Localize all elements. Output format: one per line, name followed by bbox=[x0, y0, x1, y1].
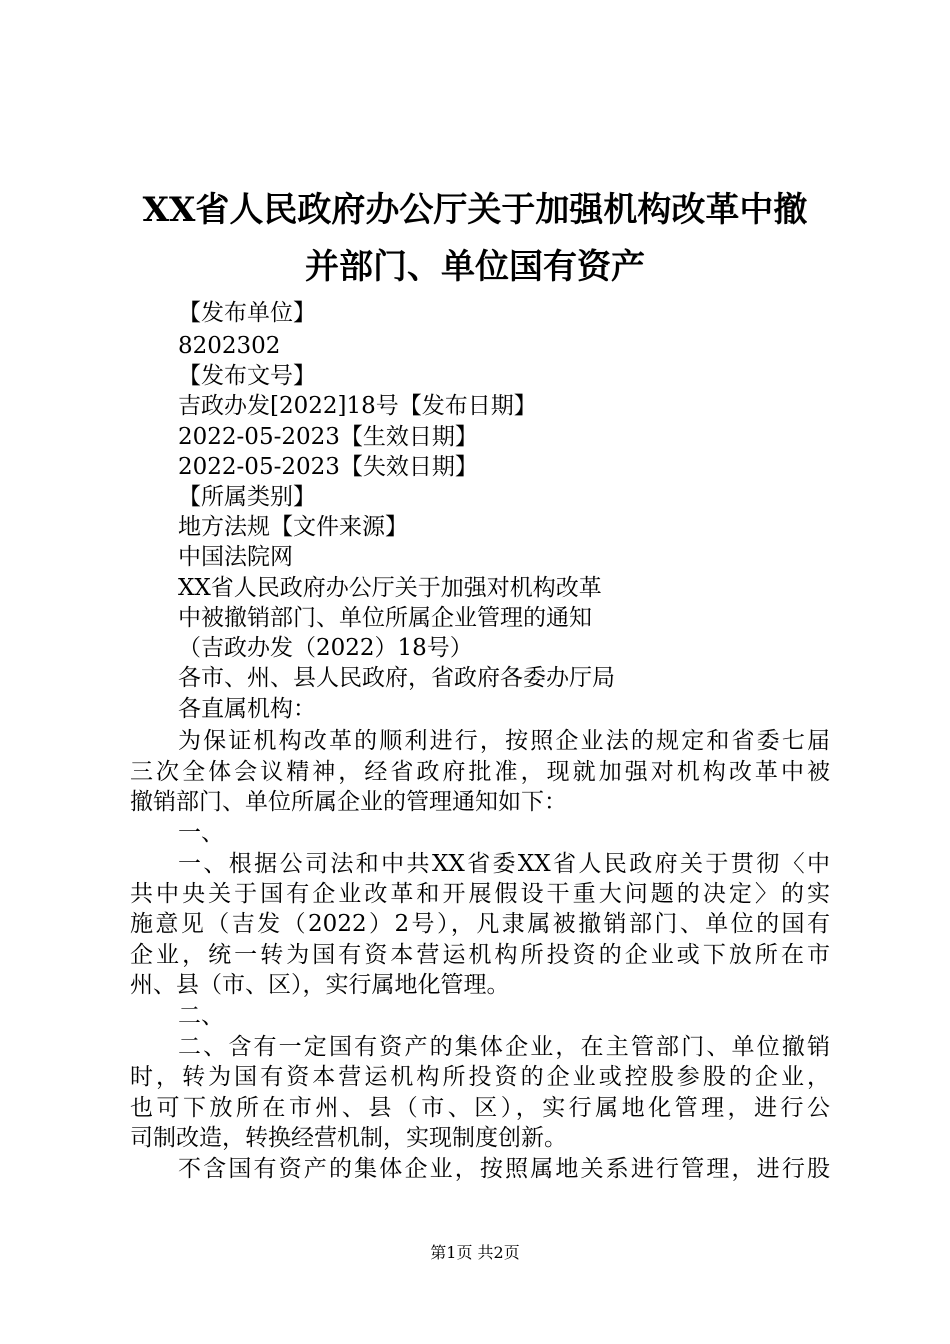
meta-value-effective-date: 2022-05-2023【失效日期】 bbox=[178, 454, 478, 480]
addressee-line-2: 各直属机构： bbox=[178, 696, 316, 722]
paragraph-2-line-3: 也可下放所在市州、县（市、区），实行属地化管理，进行公 bbox=[130, 1095, 830, 1121]
meta-value-source: 中国法院网 bbox=[178, 544, 293, 570]
document-title-line-2: 并部门、单位国有资产 bbox=[305, 247, 645, 287]
page-number-footer: 第1页 共2页 bbox=[430, 1243, 520, 1262]
document-title-line-1: XX省人民政府办公厅关于加强机构改革中撤 bbox=[142, 190, 808, 230]
notice-title-line-2: 中被撤销部门、单位所属企业管理的通知 bbox=[178, 605, 592, 631]
section-heading-2: 二、 bbox=[178, 1003, 224, 1029]
paragraph-1-line-3: 施意见（吉发（2022）2号），凡隶属被撤销部门、单位的国有 bbox=[130, 911, 830, 937]
paragraph-2-line-4: 司制改造，转换经营机制，实现制度创新。 bbox=[130, 1125, 567, 1151]
paragraph-2-line-2: 时，转为国有资本营运机构所投资的企业或控股参股的企业， bbox=[130, 1064, 830, 1090]
paragraph-intro-line-3: 撤销部门、单位所属企业的管理通知如下： bbox=[130, 789, 567, 815]
paragraph-intro-line-1: 为保证机构改革的顺利进行，按照企业法的规定和省委七届 bbox=[178, 728, 830, 754]
section-heading-1: 一、 bbox=[178, 820, 224, 846]
notice-doc-number: （吉政办发（2022）18号） bbox=[178, 635, 473, 661]
paragraph-1-line-5: 州、县（市、区），实行属地化管理。 bbox=[130, 972, 510, 998]
paragraph-1-line-1: 一、根据公司法和中共XX省委XX省人民政府关于贯彻〈中 bbox=[178, 851, 830, 877]
paragraph-1-line-2: 共中央关于国有企业改革和开展假设干重大问题的决定〉的实 bbox=[130, 881, 830, 907]
meta-value-publisher: 8202302 bbox=[178, 333, 281, 359]
meta-value-category: 地方法规【文件来源】 bbox=[178, 514, 408, 540]
meta-label-doc-number: 【发布文号】 bbox=[178, 363, 316, 389]
paragraph-1-line-4: 企业，统一转为国有资本营运机构所投资的企业或下放所在市 bbox=[130, 942, 830, 968]
meta-label-category: 【所属类别】 bbox=[178, 484, 316, 510]
addressee-line-1: 各市、州、县人民政府，省政府各委办厅局 bbox=[178, 665, 615, 691]
paragraph-2-line-1: 二、含有一定国有资产的集体企业，在主管部门、单位撤销 bbox=[178, 1034, 830, 1060]
meta-label-publisher: 【发布单位】 bbox=[178, 300, 316, 326]
meta-value-doc-number: 吉政办发[2022]18号【发布日期】 bbox=[178, 393, 537, 419]
meta-value-publish-date: 2022-05-2023【生效日期】 bbox=[178, 424, 478, 450]
paragraph-3-line-1: 不含国有资产的集体企业，按照属地关系进行管理，进行股 bbox=[178, 1156, 830, 1182]
paragraph-intro-line-2: 三次全体会议精神，经省政府批准，现就加强对机构改革中被 bbox=[130, 759, 830, 785]
notice-title-line-1: XX省人民政府办公厅关于加强对机构改革 bbox=[178, 575, 602, 601]
